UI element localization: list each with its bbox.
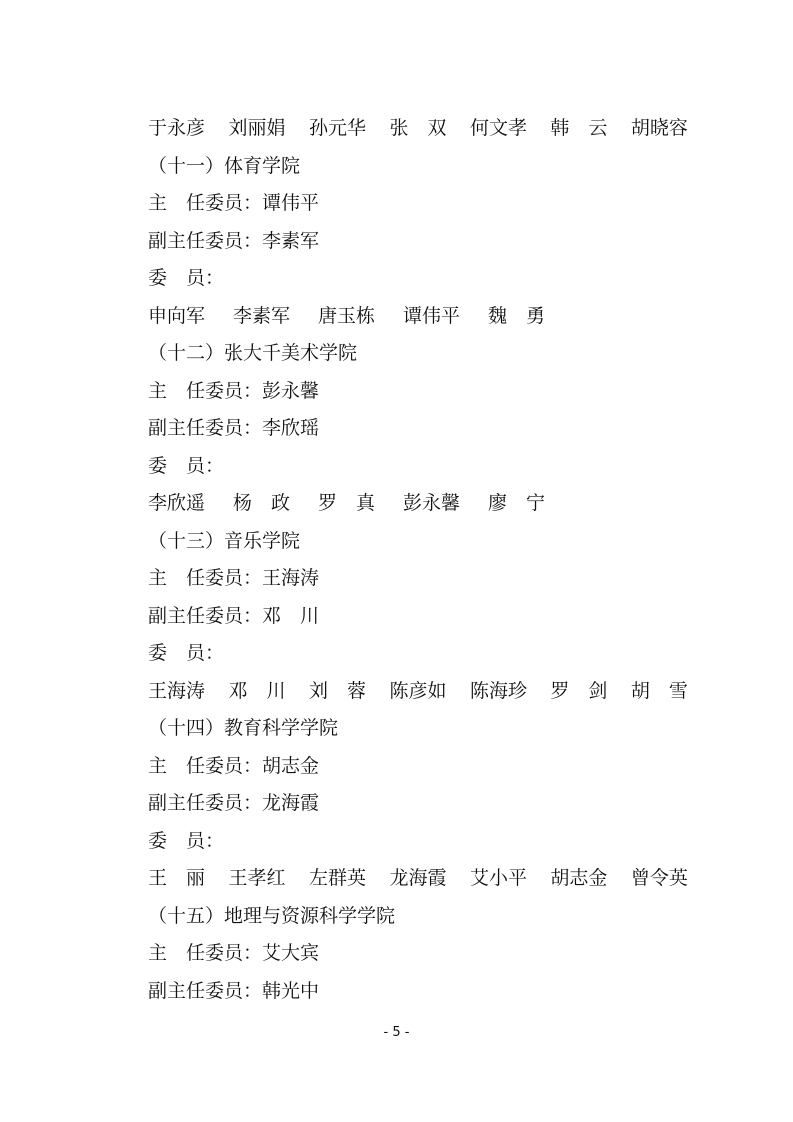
director-line: 主 任委员：谭伟平 <box>148 192 320 214</box>
member-name: 邓 川 <box>228 679 286 702</box>
section-heading: （十四）教育科学学院 <box>148 717 339 739</box>
member-names-line <box>148 860 693 898</box>
member-name: 刘 蓉 <box>308 679 366 702</box>
member-name: 于永彦 <box>148 117 206 139</box>
deputy-director-line: 副主任委员：李欣瑶 <box>148 417 320 439</box>
member-name: 廖 宁 <box>487 492 545 514</box>
section-heading: （十二）张大千美术学院 <box>148 342 358 364</box>
member-name: 罗 真 <box>317 492 375 514</box>
member-name: 李欣遥 <box>148 492 206 514</box>
members-label: 委 员： <box>148 829 225 852</box>
member-name: 龙海霞 <box>389 867 447 889</box>
member-name: 胡志金 <box>550 867 608 889</box>
member-name: 刘丽娟 <box>228 117 286 139</box>
member-names-line <box>148 298 693 336</box>
members-label: 委 员： <box>148 267 225 289</box>
section-heading: （十五）地理与资源科学学院 <box>148 904 396 927</box>
member-name: 李素军 <box>232 304 290 327</box>
members-label: 委 员： <box>148 642 225 664</box>
member-name: 唐玉栋 <box>317 304 375 327</box>
member-name: 孙元华 <box>308 117 366 139</box>
member-name: 胡晓容 <box>630 117 688 139</box>
section-heading: （十三）音乐学院 <box>148 529 301 552</box>
member-name: 彭永馨 <box>402 492 460 514</box>
director-line: 主 任委员：胡志金 <box>148 754 320 777</box>
members-label: 委 员： <box>148 454 225 477</box>
deputy-director-line: 副主任委员：龙海霞 <box>148 792 320 814</box>
member-name: 韩 云 <box>550 117 608 139</box>
member-name: 谭伟平 <box>402 304 460 327</box>
deputy-director-line: 副主任委员：韩光中 <box>148 979 320 1002</box>
member-name: 艾小平 <box>469 867 527 889</box>
member-name: 王孝红 <box>228 867 286 889</box>
section-heading: （十一）体育学院 <box>148 154 301 177</box>
member-name: 左群英 <box>308 867 366 889</box>
page-number: - 5 - <box>383 1025 410 1040</box>
member-name: 胡 雪 <box>630 679 688 702</box>
member-name: 陈海珍 <box>469 679 527 702</box>
member-name: 魏 勇 <box>487 304 545 327</box>
director-line: 主 任委员：彭永馨 <box>148 379 320 402</box>
member-name: 王 丽 <box>148 867 206 889</box>
member-names-line <box>148 485 693 523</box>
member-name: 何文孝 <box>469 117 527 139</box>
director-line: 主 任委员：王海涛 <box>148 567 320 589</box>
member-name: 张 双 <box>389 117 447 139</box>
deputy-director-line: 副主任委员：李素军 <box>148 229 320 252</box>
member-name: 陈彦如 <box>389 679 447 702</box>
director-line: 主 任委员：艾大宾 <box>148 942 320 964</box>
deputy-director-line: 副主任委员：邓 川 <box>148 604 320 627</box>
member-name: 王海涛 <box>148 679 206 702</box>
member-name: 曾令英 <box>630 867 688 889</box>
member-names-line <box>148 110 693 148</box>
member-name: 申向军 <box>148 304 206 327</box>
member-names-line <box>148 673 693 711</box>
member-name: 罗 剑 <box>550 679 608 702</box>
member-name: 杨 政 <box>232 492 290 514</box>
document-body <box>148 110 693 1010</box>
